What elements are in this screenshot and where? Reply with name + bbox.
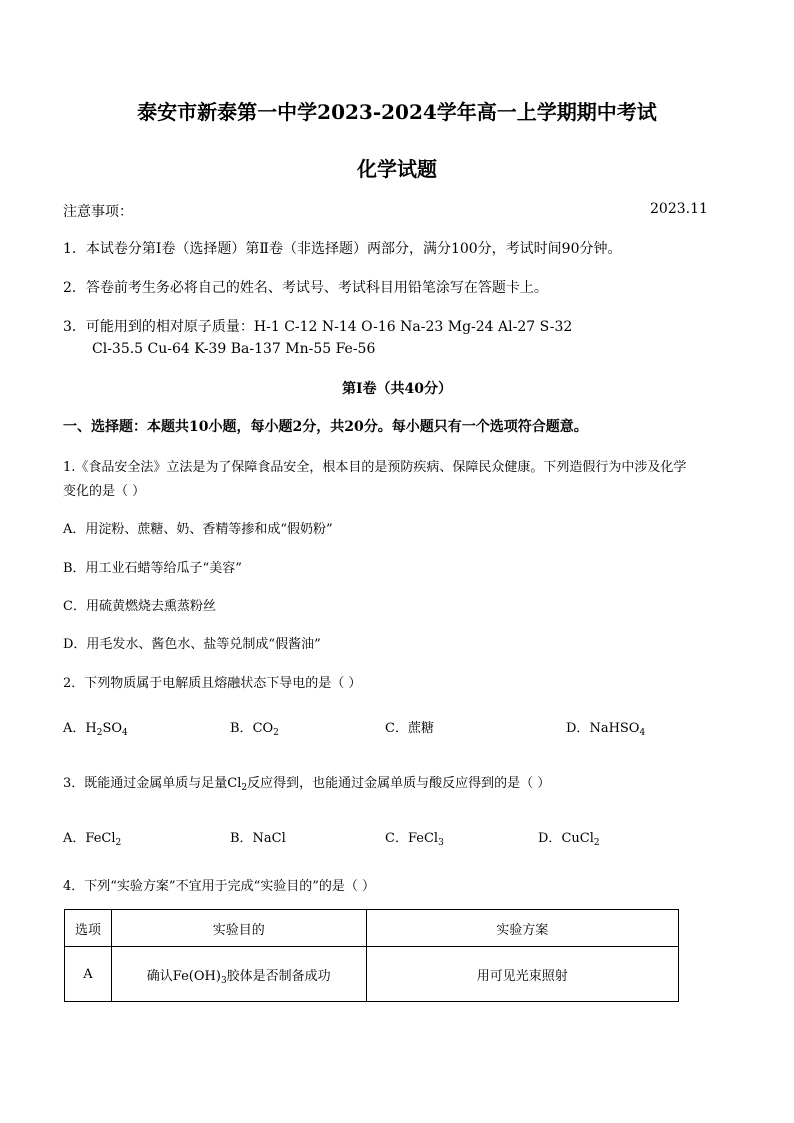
- notice-item-1: 1．本试卷分第Ⅰ卷（选择题）第Ⅱ卷（非选择题）两部分，满分100分，考试时间90分钟。: [63, 241, 622, 257]
- q1-stem-line1: 1.《食品安全法》立法是为了保障食品安全，根本目的是预防疾病、保障民众健康。下列造假行为中涉及化学: [63, 460, 687, 475]
- q1-option-c: C．用硫黄燃烧去熏蒸粉丝: [63, 599, 216, 614]
- header-plan: 实验方案: [366, 910, 678, 947]
- notice-item-2: 2．答卷前考生务必将自己的姓名、考试号、考试科目用铅笔涂写在答题卡上。: [63, 280, 548, 296]
- notice-item-3-cont: Cl-35.5 Cu-64 K-39 Ba-137 Mn-55 Fe-56: [92, 341, 376, 357]
- notice-label: 注意事项：: [63, 204, 133, 220]
- table-header-row: [65, 910, 679, 947]
- q1-option-d: D．用毛发水、酱色水、盐等兑制成“假酱油”: [63, 637, 321, 652]
- q2-stem: 2．下列物质属于电解质且熔融状态下导电的是（ ）: [63, 676, 362, 691]
- q2-option-a: A．$H_2SO_4$: [63, 721, 128, 738]
- q1-stem-line2: 变化的是（ ）: [63, 484, 146, 499]
- section-heading: 第Ⅰ卷（共40分）: [341, 381, 453, 397]
- table-row: [65, 947, 679, 1002]
- q2-option-c: C．蔗糖: [385, 721, 434, 736]
- header-goal: 实验目的: [111, 910, 366, 947]
- header-option: 选项: [65, 910, 112, 947]
- q1-option-a: A．用淀粉、蔗糖、奶、香精等掺和成“假奶粉”: [63, 522, 333, 537]
- q2-option-d: D．NaHSO$_4$: [566, 721, 646, 738]
- notice-item-3: 3．可能用到的相对原子质量：H-1 C-12 N-14 O-16 Na-23 Mg-24 Al-27 S-32: [63, 319, 573, 335]
- page-title: 泰安市新泰第一中学2023-2024学年高一上学期期中考试: [137, 100, 657, 124]
- exam-date: 2023.11: [650, 201, 708, 217]
- cell-option: A: [65, 947, 112, 1002]
- q3-option-d: D．CuCl$_2$: [538, 831, 600, 848]
- q3-stem: 3．既能通过金属单质与足量$Cl_2$反应得到，也能通过金属单质与酸反应得到的是（ ）: [63, 776, 551, 793]
- q4-stem: 4．下列“实验方案”不宜用于完成“实验目的”的是（ ）: [63, 879, 375, 894]
- page-subtitle: 化学试题: [357, 157, 437, 181]
- cell-goal: 确认$Fe(OH)_3$胶体是否制备成功: [111, 947, 366, 1002]
- section-instruction: 一、选择题：本题共10小题，每小题2分，共20分。每小题只有一个选项符合题意。: [63, 419, 588, 435]
- q3-option-b: B．NaCl: [230, 831, 286, 846]
- q4-table: [64, 909, 679, 1002]
- cell-plan: 用可见光束照射: [366, 947, 678, 1002]
- q2-option-b: B．$CO_2$: [230, 721, 279, 738]
- q3-option-c: C．FeCl$_3$: [385, 831, 444, 848]
- q1-option-b: B．用工业石蜡等给瓜子“美容”: [63, 561, 242, 576]
- q3-option-a: A．FeCl$_2$: [63, 831, 122, 848]
